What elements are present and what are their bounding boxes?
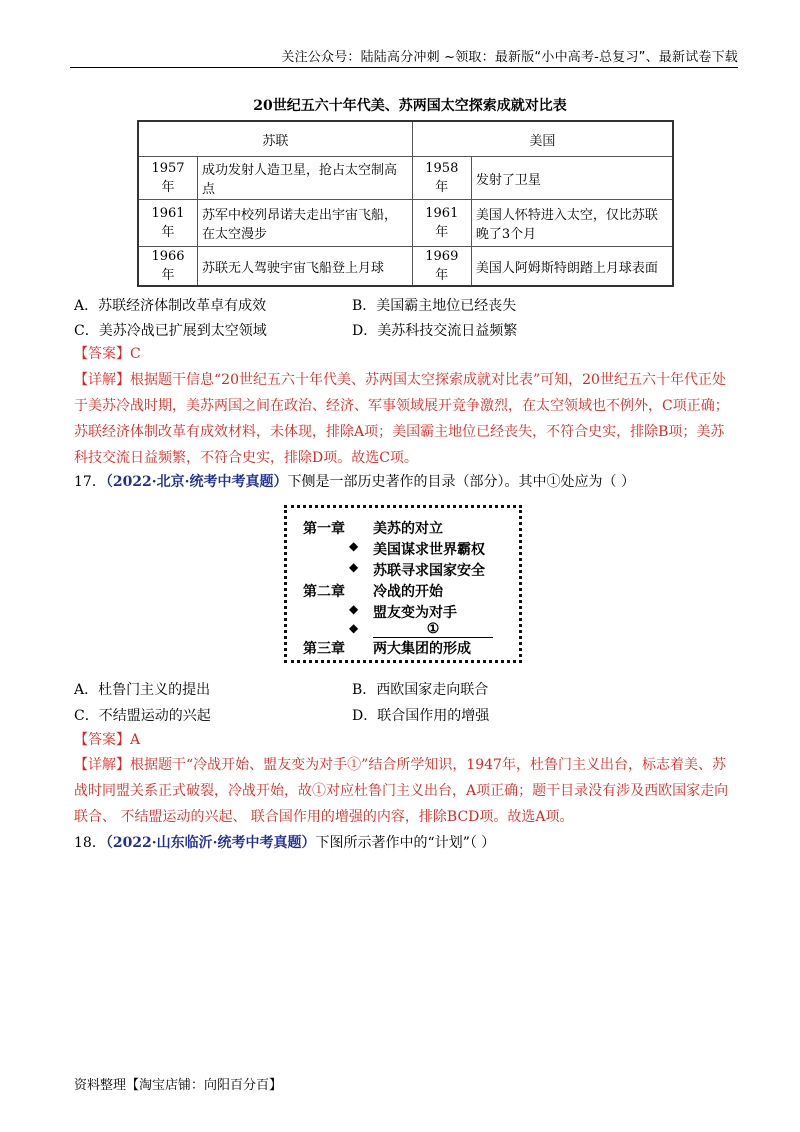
usa-year-cell: 1958 年: [412, 157, 471, 200]
ussr-year-cell: 1961 年: [138, 200, 198, 247]
page-footer: 资料整理【淘宝店铺：向阳百分百】: [74, 1078, 283, 1093]
ussr-year-cell: 1966 年: [138, 247, 198, 287]
column-header-usa: 美国: [412, 121, 673, 157]
usa-event-cell: 美国人怀特进入太空，仅比苏联晚了3个月: [471, 200, 673, 247]
q17-option-d: D．联合国作用的增强: [352, 708, 490, 724]
usa-year-cell: 1969 年: [412, 247, 471, 287]
toc-item-text: 盟友变为对手: [373, 605, 457, 621]
q17-number: 17．: [74, 474, 106, 490]
ussr-event-cell: 成功发射人造卫星，抢占太空制高点: [198, 157, 413, 200]
comparison-table: [137, 120, 674, 287]
ussr-year-cell: 1957 年: [138, 157, 198, 200]
q18-text: 下图所示著作中的“计划”（ ）: [315, 835, 496, 851]
table-header-row: [138, 121, 673, 157]
toc-chapter-title: 冷战的开始: [373, 584, 443, 600]
diamond-bullet-icon: ◆: [349, 539, 359, 553]
q16-option-b: B．美国霸主地位已经丧失: [352, 298, 517, 314]
q18-stem: [74, 832, 734, 852]
ussr-event-cell: 苏军中校列昂诺夫走出宇宙飞船，在太空漫步: [198, 200, 413, 247]
q16-option-a: A．苏联经济体制改革卓有成效: [74, 298, 267, 314]
q18-source: （2022·山东临沂·统考中考真题）: [105, 835, 316, 851]
q17-option-b: B．西欧国家走向联合: [352, 682, 489, 698]
toc-chapter-label: 第二章: [303, 584, 345, 600]
toc-blank-marker: ①: [373, 621, 493, 638]
q17-text: 下侧是一部历史著作的目录（部分）。其中①处应为（ ）: [287, 474, 635, 490]
header-divider: [70, 67, 738, 68]
q17-stem: [74, 471, 734, 491]
q17-option-a: A．杜鲁门主义的提出: [74, 682, 211, 698]
diamond-bullet-icon: ◆: [349, 621, 359, 635]
q16-explanation: 【详解】根据题干信息“20世纪五六十年代美、苏两国太空探索成就对比表”可知，20世纪五六十年代正处于美苏冷战时期，美苏两国之间在政治、经济、军事领域展开竞争激烈，在太空领域也不例外，C项正确；苏联经济体制改革有成效材料，未体现，排除A项；美国霸主地位已经丧失，不符合史实，排除B项；美苏科技交流日益频繁，不符合史实，排除D项。故选C项。: [74, 372, 729, 466]
q18-number: 18．: [74, 835, 106, 851]
q17-option-c: C．不结盟运动的兴起: [74, 708, 211, 724]
table-row: [138, 157, 673, 200]
toc-chapter-label: 第一章: [303, 521, 345, 537]
usa-year-cell: 1961 年: [412, 200, 471, 247]
table-row: [138, 247, 673, 287]
q17-source: （2022·北京·统考中考真题）: [105, 474, 288, 490]
toc-chapter-title: 美苏的对立: [373, 521, 443, 537]
q16-answer: 【答案】C: [74, 346, 141, 362]
table-title: 20世纪五六十年代美、苏两国太空探索成就对比表: [253, 98, 567, 114]
diamond-bullet-icon: ◆: [349, 602, 359, 616]
q16-option-c: C．美苏冷战已扩展到太空领域: [74, 323, 267, 339]
column-header-ussr: 苏联: [138, 121, 412, 157]
ussr-event-cell: 苏联无人驾驶宇宙飞船登上月球: [198, 247, 413, 287]
toc-chapter-label: 第三章: [303, 641, 345, 657]
usa-event-cell: 发射了卫星: [471, 157, 673, 200]
table-of-contents-figure: [284, 505, 522, 663]
page-header: 关注公众号：陆陆高分冲刺 ~领取：最新版“小中高考-总复习”、最新试卷下载: [281, 50, 738, 65]
q17-explanation: 【详解】根据题干“冷战开始、盟友变为对手①”结合所学知识，1947年，杜鲁门主义出台，标志着美、苏战时同盟关系正式破裂，冷战开始，故①对应杜鲁门主义出台，A项正确；题干目录没有涉及西欧国家走向联合、 不结盟运动的兴起、 联合国作用的增强的内容，排除BCD项。故选A项。: [74, 757, 729, 825]
toc-item-text: 美国谋求世界霸权: [373, 542, 485, 558]
usa-event-cell: 美国人阿姆斯特朗踏上月球表面: [471, 247, 673, 287]
toc-chapter-title: 两大集团的形成: [373, 641, 471, 657]
q16-option-d: D．美苏科技交流日益频繁: [352, 323, 518, 339]
toc-item-text: 苏联寻求国家安全: [373, 563, 485, 579]
diamond-bullet-icon: ◆: [349, 560, 359, 574]
table-row: [138, 200, 673, 247]
q17-answer: 【答案】A: [74, 732, 141, 748]
